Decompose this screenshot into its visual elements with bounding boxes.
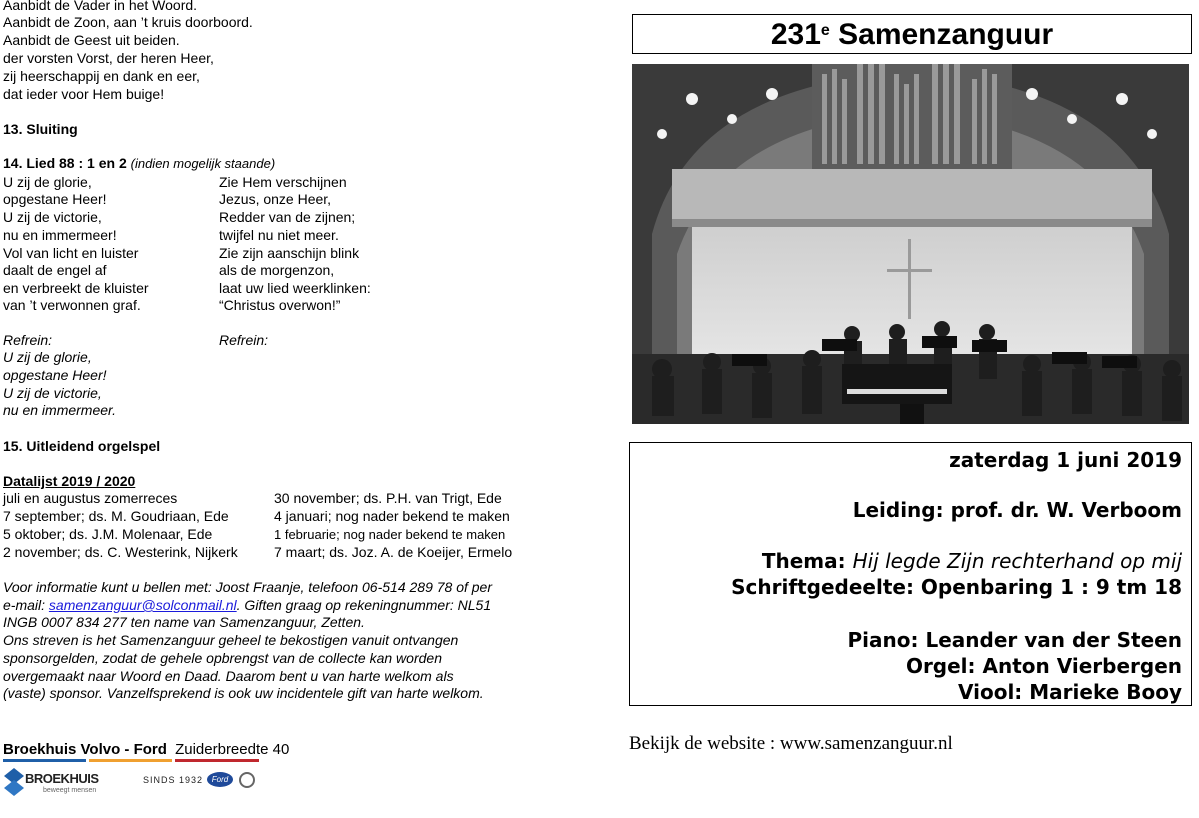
logo-tagline: beweegt mensen [43, 787, 97, 794]
info-line: overgemaakt naar Woord en Daad. Daarom bent u van harte welkom als [3, 668, 454, 684]
prayer-line: der vorsten Vorst, der heren Heer, [3, 50, 214, 66]
logo-text: BROEKHUIS [25, 771, 99, 786]
verse-line: Redder van de zijnen; [219, 209, 356, 225]
datalijst-title: Datalijst 2019 / 2020 [3, 473, 136, 489]
verse-line: Jezus, onze Heer, [219, 191, 332, 207]
leiding: Leiding: prof. dr. W. Verboom [852, 498, 1182, 522]
brand-bar-orange [89, 759, 172, 762]
datalijst-entry: 4 januari; nog nader bekend te maken [274, 508, 510, 524]
item-14-title: 14. Lied 88 : 1 en 2 [3, 155, 127, 171]
sponsor-line [3, 741, 289, 758]
title-superscript: e [820, 22, 830, 39]
concert-date: zaterdag 1 juni 2019 [949, 448, 1182, 472]
info-line: sponsorgelden, zodat de gehele opbrengst van de collecte kan worden [3, 650, 442, 666]
thema [762, 549, 1182, 573]
datalijst-entry: 30 november; ds. P.H. van Trigt, Ede [274, 490, 502, 506]
info-line: Ons streven is het Samenzanguur geheel te bekostigen vanuit ontvangen [3, 632, 459, 648]
email-link[interactable]: samenzanguur@solconmail.nl [48, 597, 237, 613]
datalijst-entry: 5 oktober; ds. J.M. Molenaar, Ede [3, 526, 213, 542]
refrain-label: Refrein: [219, 332, 269, 348]
refrain-line: U zij de glorie, [3, 349, 92, 365]
verse-line: “Christus overwon!” [219, 297, 341, 313]
title-text: Samenzanguur [829, 18, 1054, 51]
item-13-heading: 13. Sluiting [3, 121, 78, 137]
volvo-logo-icon [239, 772, 255, 788]
refrain-line: U zij de victorie, [3, 385, 102, 401]
info-line: Voor informatie kunt u bellen met: Joost Fraanje, telefoon 06-514 289 78 of per [3, 579, 493, 595]
verse-line: twijfel nu niet meer. [219, 227, 339, 243]
datalijst-entry: 2 november; ds. C. Westerink, Nijkerk [3, 544, 238, 560]
datalijst-entry: 7 maart; ds. Joz. A. de Koeijer, Ermelo [274, 544, 513, 560]
datalijst-entry: 1 februarie; nog nader bekend te maken [274, 527, 506, 542]
verse-line: daalt de engel af [3, 262, 107, 278]
sinds-text: SINDS 1932 [143, 775, 204, 785]
violin-performer: Viool: Marieke Booy [957, 680, 1182, 704]
item-14-heading [3, 155, 275, 172]
verse-line: U zij de glorie, [3, 174, 92, 190]
thema-text: Hij legde Zijn rechterhand op mij [852, 549, 1182, 573]
verse-line: van ’t verwonnen graf. [3, 297, 141, 313]
verse-line: Zie zijn aanschijn blink [219, 245, 360, 261]
refrain-label: Refrein: [3, 332, 53, 348]
datalijst-entry: juli en augustus zomerreces [3, 490, 178, 506]
ford-text: Ford [211, 775, 229, 784]
piano-performer: Piano: Leander van der Steen [847, 628, 1182, 652]
info-line: INGB 0007 834 277 ten name van Samenzanguur, Zetten. [3, 614, 365, 630]
verse-line: als de morgenzon, [219, 262, 335, 278]
verse-line: Vol van licht en luister [3, 245, 139, 261]
sponsor-address: Zuiderbreedte 40 [175, 741, 290, 758]
website-line: Bekijk de website : www.samenzanguur.nl [629, 733, 953, 754]
ford-logo-icon [207, 772, 233, 787]
church-orchestra-photo [632, 64, 1189, 424]
item-14-note: (indien mogelijk staande) [130, 156, 276, 171]
verse-line: opgestane Heer! [3, 191, 107, 207]
verse-line: U zij de victorie, [3, 209, 102, 225]
broekhuis-emblem-icon [3, 767, 25, 797]
refrain-line: nu en immermeer. [3, 402, 117, 418]
verse-line: nu en immermeer! [3, 227, 117, 243]
page-title [632, 14, 1192, 54]
verse-line: en verbreekt de kluister [3, 280, 149, 296]
info-line [3, 597, 491, 614]
schriftgedeelte: Schriftgedeelte: Openbaring 1 : 9 tm 18 [731, 575, 1182, 599]
info-line: (vaste) sponsor. Vanzelfsprekend is ook uw incidentele gift van harte welkom. [3, 685, 484, 701]
prayer-line: Aanbidt de Zoon, aan ’t kruis doorboord. [3, 14, 253, 30]
info-text: . Giften graag op rekeningnummer: NL51 [236, 597, 492, 613]
verse-line: Zie Hem verschijnen [219, 174, 347, 190]
sponsor-name: Broekhuis Volvo - Ford [3, 741, 167, 758]
concert-info-box [629, 442, 1192, 706]
refrain-line: opgestane Heer! [3, 367, 107, 383]
title-number: 231 [770, 18, 821, 51]
broekhuis-logo [3, 767, 113, 799]
prayer-line: Aanbidt de Geest uit beiden. [3, 32, 180, 48]
verse-line: laat uw lied weerklinken: [219, 280, 371, 296]
prayer-line: Aanbidt de Vader in het Woord. [3, 0, 198, 13]
datalijst-entry: 7 september; ds. M. Goudriaan, Ede [3, 508, 229, 524]
brand-bar-red [175, 759, 259, 762]
prayer-line: dat ieder voor Hem buige! [3, 86, 165, 102]
brand-bar-blue [3, 759, 86, 762]
item-15-heading: 15. Uitleidend orgelspel [3, 438, 161, 454]
info-text: e-mail: [3, 597, 49, 613]
thema-label: Thema: [761, 549, 853, 573]
prayer-line: zij heerschappij en dank en eer, [3, 68, 200, 84]
organ-performer: Orgel: Anton Vierbergen [905, 654, 1182, 678]
